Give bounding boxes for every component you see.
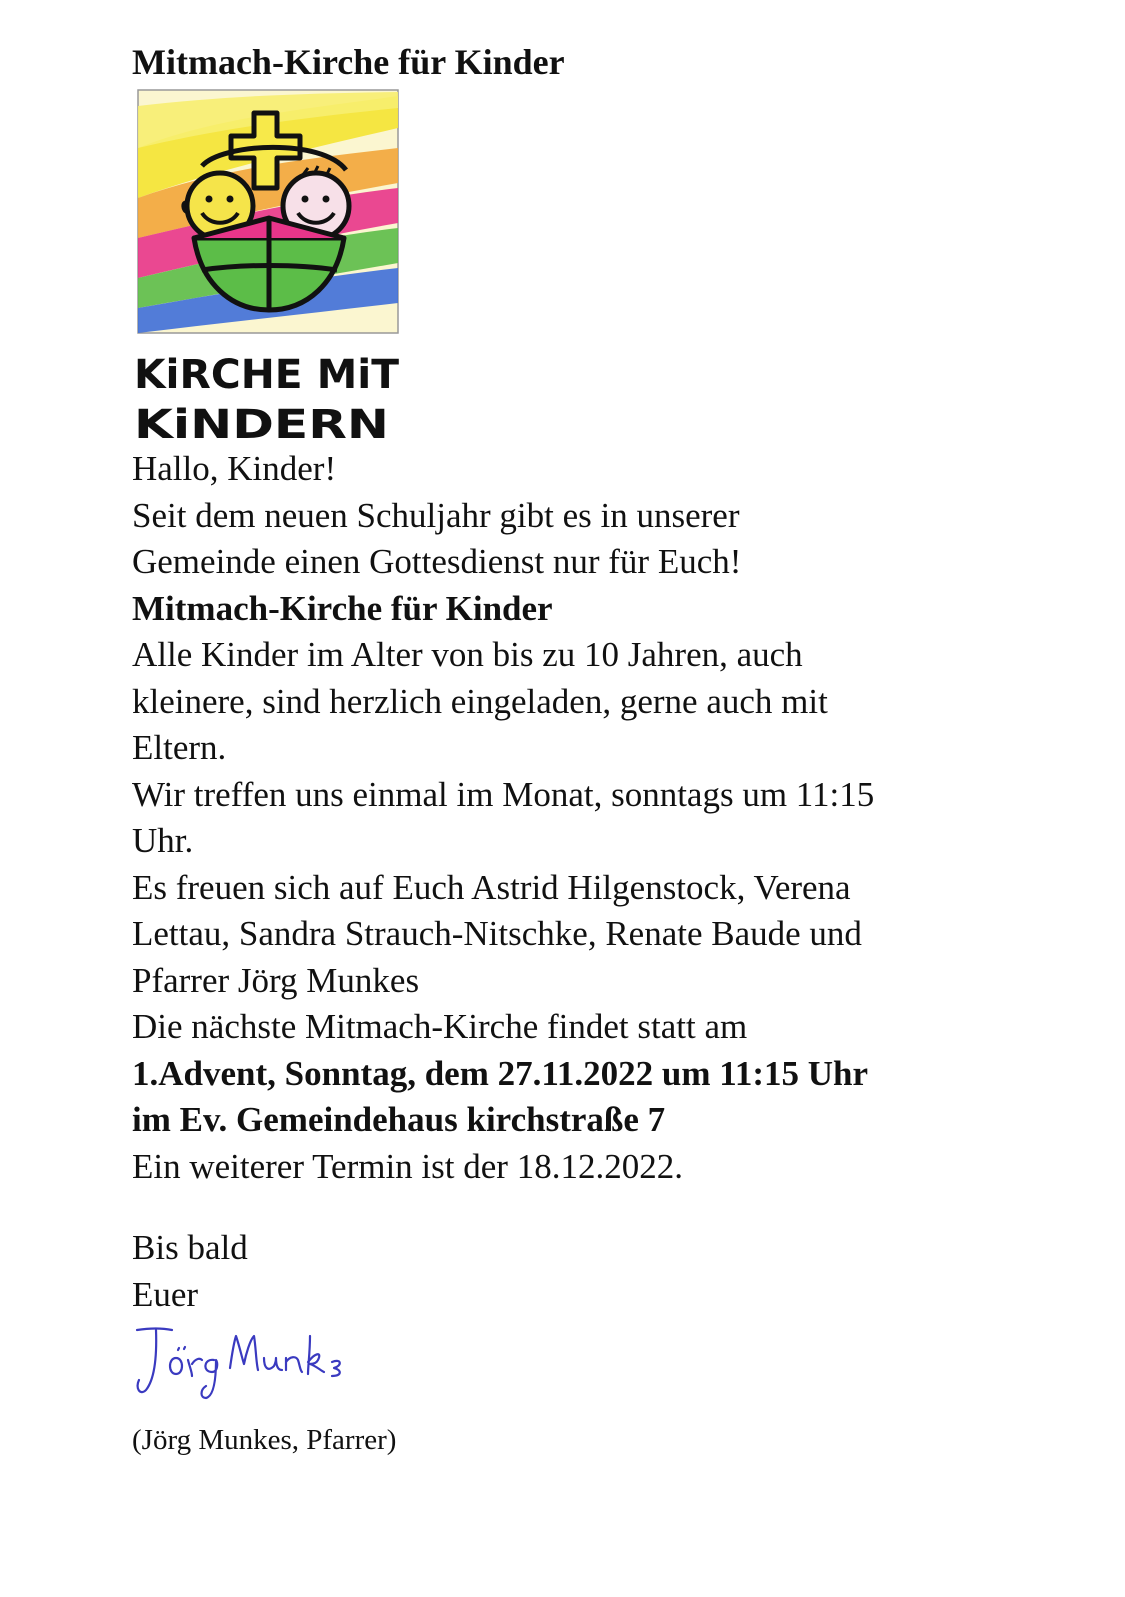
closing-line: Bis bald: [132, 1228, 248, 1267]
next-event-place: im Ev. Gemeindehaus kirchstraße 7: [132, 1100, 666, 1139]
invite-line: Alle Kinder im Alter von bis zu 10 Jahren, auch: [132, 635, 803, 674]
body-text: [132, 446, 1032, 1190]
logo-text-line1: KiRCHE MiT: [134, 352, 400, 398]
invite-line: kleinere, sind herzlich eingeladen, gerne auch mit: [132, 681, 828, 721]
meeting-line: Uhr.: [132, 821, 194, 860]
next-event-intro: Die nächste Mitmach-Kirche findet statt am: [132, 1007, 748, 1046]
team-line: Es freuen sich auf Euch Astrid Hilgenstock, Verena: [132, 867, 851, 907]
intro-line: Seit dem neuen Schuljahr gibt es in unserer: [132, 495, 740, 535]
logo-text-line2: KiNDERN: [134, 402, 389, 446]
subtitle: Mitmach-Kirche für Kinder: [132, 588, 553, 628]
signature-caption: (Jörg Munkes, Pfarrer): [132, 1424, 397, 1456]
team-line: Pfarrer Jörg Munkes: [132, 960, 420, 1000]
next-event-date: 1.Advent, Sonntag, dem 27.11.2022 um 11:15 Uhr: [132, 1053, 869, 1093]
closing: [132, 1225, 248, 1318]
handwritten-signature: [132, 1318, 372, 1408]
closing-line: Euer: [132, 1274, 199, 1314]
further-date: Ein weiterer Termin ist der 18.12.2022.: [132, 1146, 683, 1186]
team-line: Lettau, Sandra Strauch-Nitschke, Renate Baude und: [132, 914, 862, 953]
meeting-line: Wir treffen uns einmal im Monat, sonntags um 11:15: [132, 774, 875, 814]
intro-line: Gemeinde einen Gottesdienst nur für Euch!: [132, 542, 742, 581]
greeting: Hallo, Kinder!: [132, 449, 337, 488]
invite-line: Eltern.: [132, 728, 227, 767]
page-title: Mitmach-Kirche für Kinder: [132, 42, 565, 82]
kirche-mit-kindern-logo: [132, 88, 407, 446]
